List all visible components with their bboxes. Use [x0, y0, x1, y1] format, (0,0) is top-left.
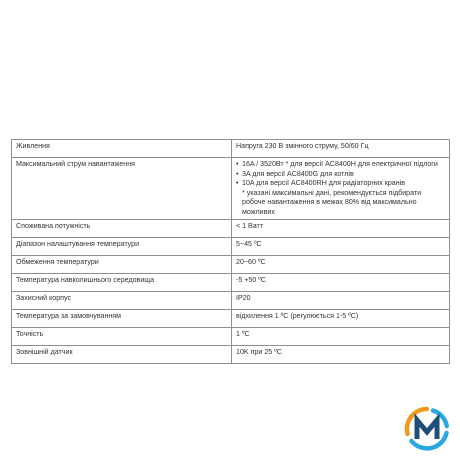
- spec-value: 10K при 25 ºC: [232, 346, 450, 364]
- spec-value: -5 +50 ºC: [232, 274, 450, 292]
- spec-value: Напруга 230 В змінного струму, 50/60 Гц: [232, 140, 450, 158]
- spec-value: 20~60 ºC: [232, 256, 450, 274]
- table-row: [12, 220, 450, 238]
- spec-value: < 1 Ватт: [232, 220, 450, 238]
- list-item: • 16A / 3520Вт * для версії AC8400H для електричної підлоги: [236, 160, 445, 170]
- table-row: [12, 274, 450, 292]
- spec-label: Точність: [12, 328, 232, 346]
- spec-label: Обмеження температури: [12, 256, 232, 274]
- list-item: • 3A для версії AC8400G для котлів: [236, 170, 445, 180]
- max-current-note: * указані максимальні дані, рекомендується підбирати робоче навантаження в межах 80% від максимально можливих: [242, 188, 422, 216]
- spec-value-max-current: [232, 158, 450, 220]
- table-row: [12, 158, 450, 220]
- spec-value: 5~45 ºC: [232, 238, 450, 256]
- spec-label: Зовнішній датчик: [12, 346, 232, 364]
- spec-value: 1 ºC: [232, 328, 450, 346]
- table-row: [12, 346, 450, 364]
- table-row: [12, 140, 450, 158]
- specifications-table: [11, 139, 450, 364]
- spec-label: Максимальний струм навантаження: [12, 158, 232, 220]
- table-row: [12, 328, 450, 346]
- spec-value: IP20: [232, 292, 450, 310]
- spec-label: Температура за замовчуванням: [12, 310, 232, 328]
- max-current-list: [236, 160, 445, 189]
- spec-value: відхилення 1 ºC (регулюється 1-5 ºC): [232, 310, 450, 328]
- brand-logo: [403, 405, 451, 453]
- table-row: [12, 310, 450, 328]
- spec-label: Живлення: [12, 140, 232, 158]
- list-item: • 10A для версії AC8400RH для радіаторних кранів: [236, 179, 445, 189]
- spec-label: Діапазон налаштування температури: [12, 238, 232, 256]
- table-row: [12, 238, 450, 256]
- spec-label: Температура навколишнього середовища: [12, 274, 232, 292]
- table-row: [12, 292, 450, 310]
- table-row: [12, 256, 450, 274]
- spec-label: Захисний корпус: [12, 292, 232, 310]
- spec-label: Споживана потужність: [12, 220, 232, 238]
- m-letter-logo-icon: [403, 405, 451, 453]
